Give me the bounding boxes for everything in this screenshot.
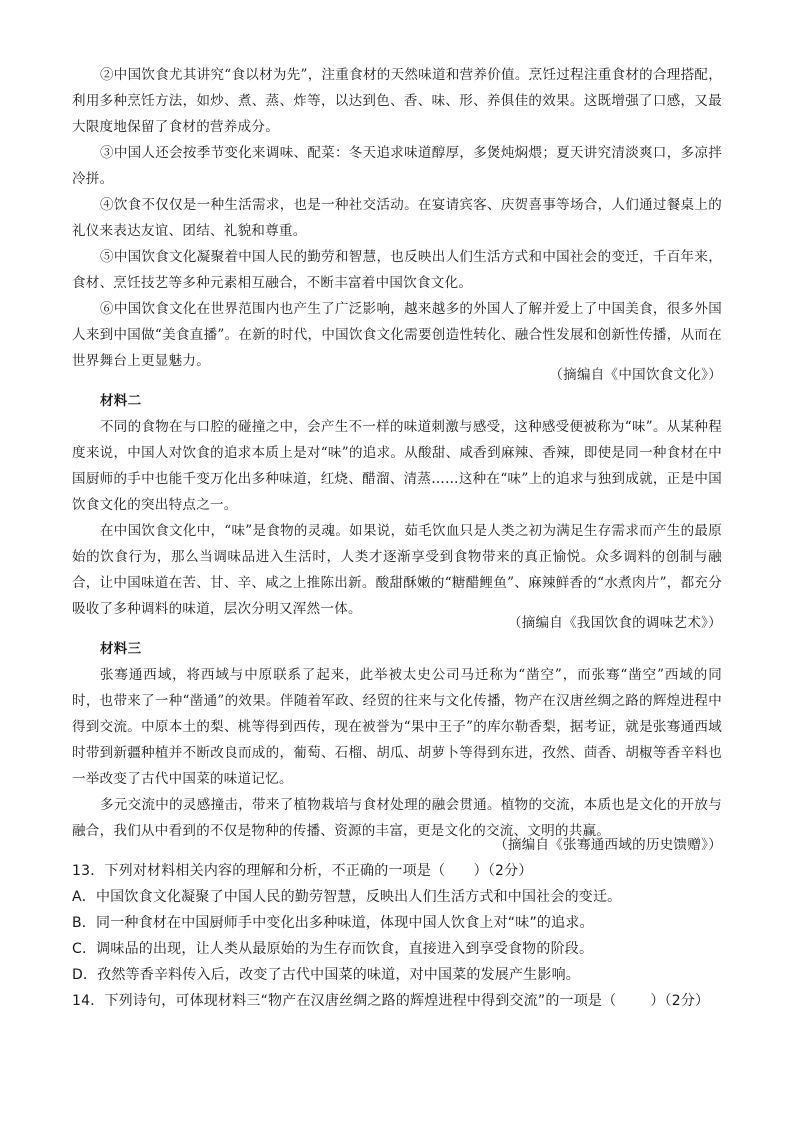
material1-source: （摘编自《中国饮食文化》） bbox=[549, 367, 722, 383]
question-13-option-a: A．中国饮食文化凝聚了中国人民的勤劳智慧，反映出人们生活方式和中国社会的变迁。 bbox=[72, 889, 622, 905]
question-13-text: 13．下列对材料相关内容的理解和分析，不正确的一项是（ ） bbox=[72, 863, 488, 879]
material3-paragraph-1: 张骞通西域，将西域与中原联系了起来，此举被太史公司马迁称为“凿空”，而张骞“凿空”西域的同时，也带来了一种“凿通”的效果。伴随着军政、经贸的往来与文化传播，物产在汉唐丝绸之路的辉煌进程中得到交流。中原本土的梨、桃等得到西传，现在被誉为“果中王子”的库尔勒香梨，据考证，就是张骞通西域时带到新疆种植并不断改良而成的，葡萄、石榴、胡瓜、胡萝卜等得到东进，孜然、茴香、胡椒等香辛料也一举改变了古代中国菜的味道记忆。 bbox=[72, 667, 722, 787]
material1-paragraph-5: ⑤中国饮食文化凝聚着中国人民的勤劳和智慧，也反映出人们生活方式和中国社会的变迁，千百年来，食材、烹饪技艺等多种元素相互融合，不断丰富着中国饮食文化。 bbox=[72, 249, 722, 291]
material2-paragraph-2: 在中国饮食文化中，“味”是食物的灵魂。如果说，茹毛饮血只是人类之初为满足生存需求而产生的最原始的饮食行为，那么当调味品进入生活时，人类才逐渐享受到食物带来的真正愉悦。众多调料的创制与融合，让中国味道在苦、甘、辛、咸之上推陈出新。酸甜酥嫩的“糖醋鲤鱼”、麻辣鲜香的“水煮肉片”，都充分吸收了多种调料的味道，层次分明又浑然一体。 bbox=[72, 523, 722, 617]
question-14-stem bbox=[72, 988, 722, 1014]
question-14-text: 14．下列诗句，可体现材料三“物产在汉唐丝绸之路的辉煌进程中得到交流”的一项是（ bbox=[72, 993, 617, 1009]
question-14-score: ）（2分） bbox=[650, 993, 710, 1009]
material1-paragraph-6: ⑥中国饮食文化在世界范围内也产生了广泛影响，越来越多的外国人了解并爱上了中国美食，很多外国人来到中国做“美食直播”。在新的时代，中国饮食文化需要创造性转化、融合性发展和创新性传播，从而在世界舞台上更显魅力。 bbox=[72, 301, 722, 369]
material2-heading: 材料二 bbox=[100, 393, 142, 409]
material3-source: （摘编自《张骞通西域的历史馈赠》） bbox=[494, 837, 722, 853]
material3-paragraph-2: 多元交流中的灵感撞击，带来了植物栽培与食材处理的融会贯通。植物的交流，本质也是文化的开放与融合，我们从中看到的不仅是物种的传播、资源的丰富，更是文化的交流、文明的共赢。 bbox=[72, 797, 722, 839]
material2-source: （摘编自《我国饮食的调味艺术》） bbox=[507, 615, 722, 631]
material1-paragraph-2: ②中国饮食尤其讲究“食以材为先”，注重食材的天然味道和营养价值。烹饪过程注重食材的合理搭配，利用多种烹饪方法，如炒、煮、蒸、炸等，以达到色、香、味、形、养俱佳的效果。这既增强了口感，又最大限度地保留了食材的营养成分。 bbox=[72, 67, 722, 135]
question-13-option-d: D．孜然等香辛料传入后，改变了古代中国菜的味道，对中国菜的发展产生影响。 bbox=[72, 967, 580, 983]
question-13-score: （2分） bbox=[487, 863, 533, 879]
material1-paragraph-4: ④饮食不仅仅是一种生活需求，也是一种社交活动。在宴请宾客、庆贺喜事等场合，人们通过餐桌上的礼仪来表达友谊、团结、礼貌和尊重。 bbox=[72, 197, 722, 239]
material2-paragraph-1: 不同的食物在与口腔的碰撞之中，会产生不一样的味道刺激与感受，这种感受便被称为“味”。从某种程度来说，中国人对饮食的追求本质上是对“味”的追求。从酸甜、咸香到麻辣、香辣，即使是同一种食材在中国厨师的手中也能千变万化出多种味道，红烧、醋溜、清蒸……这种在“味”上的追求与独到成就，正是中国饮食文化的突出特点之一。 bbox=[72, 419, 722, 513]
question-13-option-c: C．调味品的出现，让人类从最原始的为生存而饮食，直接进入到享受食物的阶段。 bbox=[72, 941, 594, 957]
material3-heading: 材料三 bbox=[100, 641, 142, 657]
question-13-stem bbox=[72, 858, 722, 884]
question-13-option-b: B．同一种食材在中国厨师手中变化出多种味道，体现中国人饮食上对“味”的追求。 bbox=[72, 915, 594, 931]
material1-paragraph-3: ③中国人还会按季节变化来调味、配菜：冬天追求味道醇厚，多煲炖焖煨；夏天讲究清淡爽口，多凉拌冷拼。 bbox=[72, 145, 722, 187]
